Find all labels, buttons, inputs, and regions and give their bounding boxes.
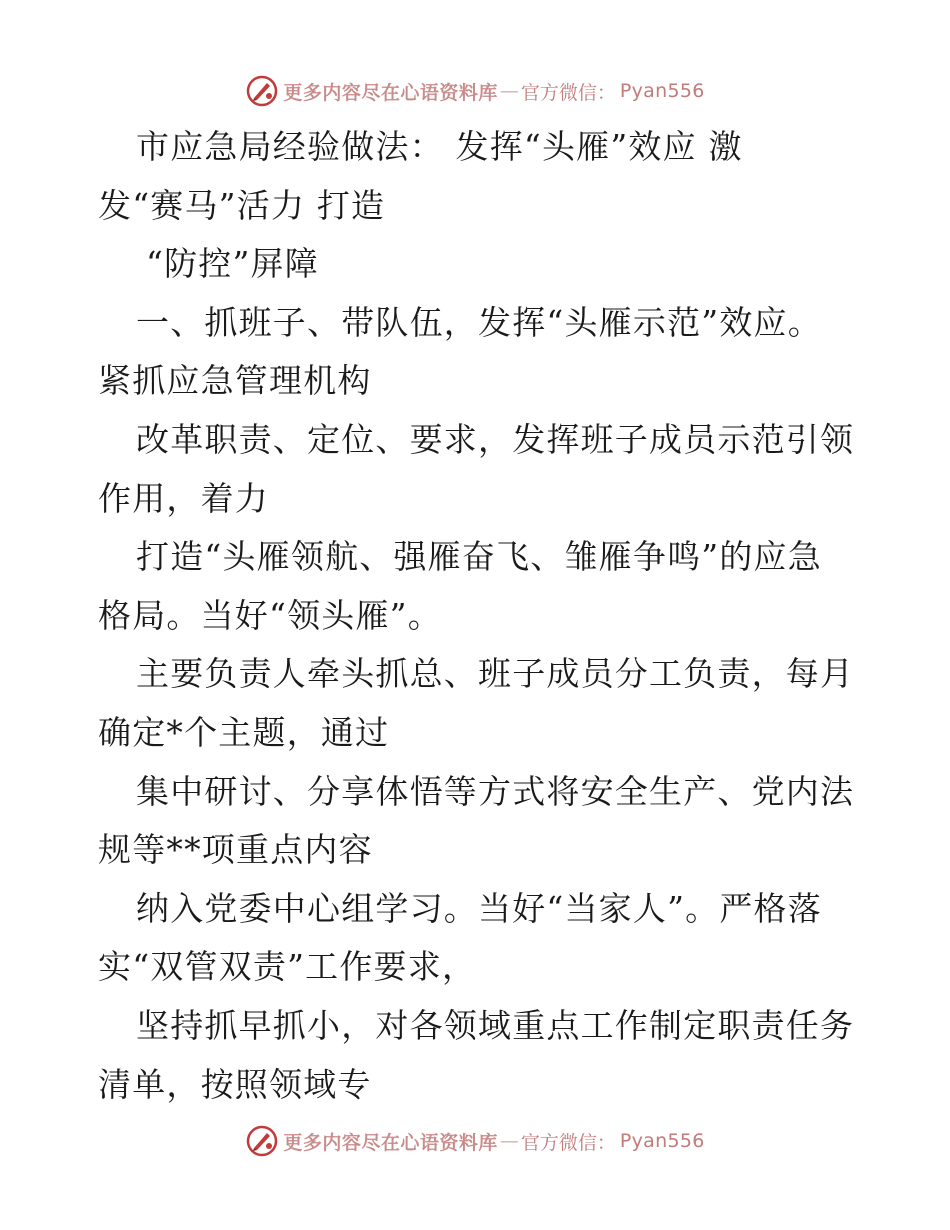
watermark-dash: — xyxy=(499,80,519,102)
watermark-dash: — xyxy=(499,1130,519,1152)
text-line: 改革职责、定位、要求，发挥班子成员示范引领 xyxy=(136,419,855,459)
watermark-wechat-id: Pyan556 xyxy=(619,1130,705,1152)
watermark-brand-text: 更多内容尽在心语资料库 xyxy=(283,1131,498,1154)
text-line: 纳入党委中心组学习。当好“当家人”。严格落 xyxy=(136,888,822,928)
text-line: 发“赛马”活力 打造 xyxy=(98,185,386,225)
text-line: 打造“头雁领航、强雁奋飞、雏雁争鸣”的应急 xyxy=(136,537,822,577)
text-line: 紧抓应急管理机构 xyxy=(98,361,372,401)
text-line: 确定*个主题，通过 xyxy=(98,712,390,752)
text-line: 实“双管双责”工作要求， xyxy=(98,947,477,987)
text-line: 规等**项重点内容 xyxy=(98,830,373,870)
text-line: 市应急局经验做法： 发挥“头雁”效应 激 xyxy=(136,127,743,166)
footer-watermark-banner xyxy=(0,1121,950,1161)
header-watermark-banner xyxy=(0,71,950,111)
watermark-brand-text: 更多内容尽在心语资料库 xyxy=(283,81,498,104)
text-line: 格局。当好“领头雁”。 xyxy=(98,595,442,635)
watermark-official-label: 官方微信： xyxy=(520,81,616,104)
text-line: “防控”屏障 xyxy=(146,244,319,284)
watermark-wechat-id: Pyan556 xyxy=(619,80,705,102)
text-line: 集中研讨、分享体悟等方式将安全生产、党内法 xyxy=(136,771,855,811)
watermark-official-label: 官方微信： xyxy=(520,1131,616,1154)
quill-pen-logo-icon xyxy=(245,74,279,108)
text-line: 主要负责人牵头抓总、班子成员分工负责，每月 xyxy=(136,654,855,694)
quill-pen-logo-icon xyxy=(245,1124,279,1158)
text-line: 作用，着力 xyxy=(98,478,269,518)
text-line: 清单，按照领域专 xyxy=(98,1064,372,1104)
text-line: 坚持抓早抓小，对各领域重点工作制定职责任务 xyxy=(136,1005,855,1045)
document-body xyxy=(98,118,858,1114)
text-line: 一、抓班子、带队伍，发挥“头雁示范”效应。 xyxy=(136,302,822,342)
